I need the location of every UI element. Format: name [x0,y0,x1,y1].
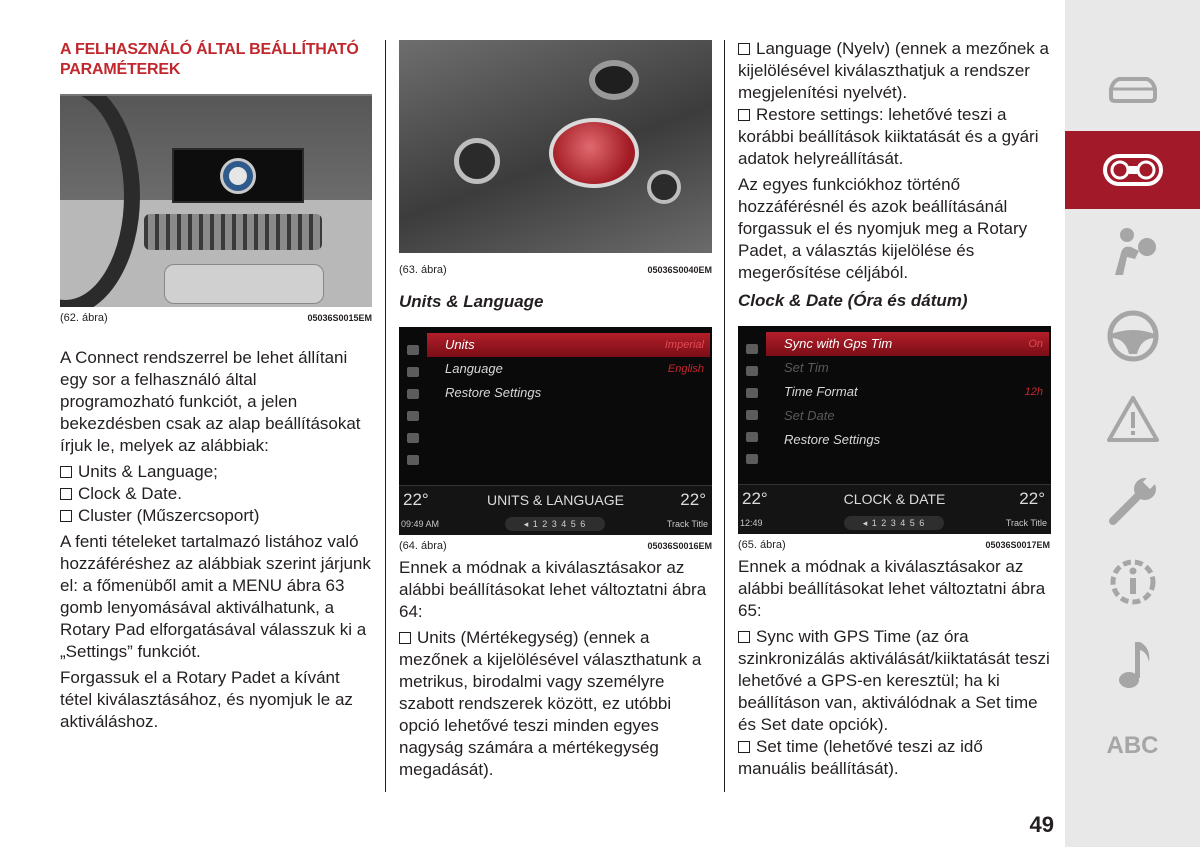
list-item: Units (Mértékegység) (ennek a mezőnek a kijelölésével választhatunk a metrikus, birodalmi vagy személyre szabott rendszerek között, ez utóbbi opció lehetővé teszi minden egyes nagyság számára a mértékegység megadását). [399,628,702,779]
warning-triangle-icon[interactable] [1065,380,1200,458]
dashboard-photo [60,94,372,307]
screen-status-bar [738,484,1051,534]
wrench-icon[interactable] [1065,462,1200,540]
abc-label: ABC [1106,732,1159,759]
figure-code: 05036S0017EM [985,540,1050,550]
screen-side-icons [399,333,425,483]
access-note: Az egyes funkciókhoz történő hozzáférésnél és azok beállításánál forgassuk el és nyomjuk meg a Rotary Padet, a választás kijelölése és megerősítése céljából. [738,175,1028,282]
list-item: Cluster (Műszercsoport) [60,505,372,527]
abc-icon[interactable] [1065,707,1200,785]
temp-left: 22° [742,489,768,508]
column-3-bottom-text [738,556,1050,780]
figure-64-caption [399,539,712,553]
track-title: Track Title [666,519,708,529]
column-3 [738,38,1050,780]
menu-row-units: Units Imperial [427,333,710,357]
screen-status-bar [399,485,712,535]
list-item: Set time (lehetővé teszi az idő manuális beállítását). [738,737,983,778]
section-title: A FELHASZNÁLÓ ÁLTAL BEÁLLÍTHATÓ PARAMÉTEREK [60,41,359,78]
console-photo [399,40,712,253]
info-gear-icon[interactable] [1065,543,1200,621]
gear-shifter [589,60,639,100]
screen-title: CLOCK & DATE [843,491,946,507]
page-number: 49 [1029,812,1054,837]
clock-readout: 12:49 [740,518,763,528]
checkbox-bullet-icon [738,741,750,753]
figure-label: (65. ábra) [738,539,786,551]
steering-wheel-icon[interactable] [1065,297,1200,375]
list-item: Clock & Date. [60,483,372,505]
music-note-icon[interactable] [1065,625,1200,703]
clock-date-heading: Clock & Date (Óra és dátum) [738,291,968,310]
rotary-pad [549,118,639,188]
units-language-heading: Units & Language [399,292,544,311]
column-3-top-text [738,38,1050,284]
list-item: Restore settings: lehetővé teszi a korábbi beállítások kiiktatását és a gyári adatok helyreállítását. [738,105,1039,168]
menu-row-restore: Restore Settings [445,385,542,400]
screen-side-icons [738,332,764,482]
menu-row-set-date: Set Date [784,408,835,423]
figure-label: (64. ábra) [399,540,447,552]
column-1 [60,40,372,737]
column-divider-2 [724,40,725,792]
brand-logo [220,158,256,194]
preset-bar: ◂ 1 2 3 4 5 6 [844,516,944,530]
figure-62-caption [60,311,372,325]
figure-code: 05036S0040EM [647,265,712,275]
column-1-text [60,347,372,733]
menu-row-language: Language English [445,361,704,376]
list-item: Language (Nyelv) (ennek a mezőnek a kijelölésével kiválaszthatjuk a rendszer megjelenítési nyelvét). [738,39,1049,102]
intro-paragraph: A Connect rendszerrel be lehet állítani egy sor a felhasználó által programozható funkciót, a jelen bekezdésben csak az alap beállításokat írjuk le, melyek az alábbiak: [60,348,361,455]
figure-label: (62. ábra) [60,312,108,324]
dashboard-icon[interactable] [1065,131,1200,209]
menu-row-sync-gps: Sync with Gps Tim On [766,332,1049,356]
units-intro: Ennek a módnak a kiválasztásakor az alábbi beállításokat lehet változtatni ábra 64: [399,558,707,621]
figure-63-caption [399,263,712,277]
checkbox-bullet-icon [399,632,411,644]
screen-title: UNITS & LANGUAGE [487,492,624,508]
figure-code: 05036S0015EM [307,313,372,323]
airbag-icon[interactable] [1065,212,1200,290]
rotary-paragraph: Forgassuk el a Rotary Padet a kívánt tétel kiválasztásához, és nyomjuk le az aktiváláshoz. [60,668,353,731]
column-2-text [399,557,712,781]
checkbox-bullet-icon [60,466,72,478]
column-divider-1 [385,40,386,792]
clock-intro: Ennek a módnak a kiválasztásakor az alábbi beállításokat lehet változtatni ábra 65: [738,557,1046,620]
checkbox-bullet-icon [738,631,750,643]
menu-row-time-format: Time Format 12h [784,384,1043,399]
clock-readout: 09:49 AM [401,519,440,529]
checkbox-bullet-icon [60,510,72,522]
checkbox-bullet-icon [738,43,750,55]
figure-label: (63. ábra) [399,264,447,276]
temp-right: 22° [680,490,706,509]
temp-right: 22° [1019,489,1045,508]
checkbox-bullet-icon [738,109,750,121]
access-paragraph: A fenti tételeket tartalmazó listához való hozzáféréshez az alábbiak szerint járjunk el: a főmenüből amit a MENU ábra 63 gomb lenyomásával aktiválhatunk, a Rotary Pad elforgatásával válasszuk ki a „Settings” funkciót. [60,532,371,661]
clock-date-screen [738,326,1051,534]
car-icon[interactable] [1065,50,1200,128]
preset-bar: ◂ 1 2 3 4 5 6 [505,517,605,531]
climate-panel [164,264,324,304]
track-title: Track Title [1005,518,1047,528]
display-screen [172,148,304,203]
checkbox-bullet-icon [60,488,72,500]
figure-code: 05036S0016EM [647,541,712,551]
temp-left: 22° [403,490,429,509]
menu-row-restore: Restore Settings [784,432,881,447]
air-vents [144,214,322,250]
list-item: Sync with GPS Time (az óra szinkronizálás aktiválását/kiiktatását teszi lehetővé a GPS-en keresztül; ha ki beállításon van, aktiválódnak a Set time és Set date opciók). [738,627,1050,734]
drive-mode-selector [454,138,500,184]
volume-knob [647,170,681,204]
menu-row-set-time: Set Tim [784,360,829,375]
chapter-sidebar [1065,0,1200,847]
figure-65-caption [738,538,1050,552]
column-2 [399,40,712,781]
list-item: Units & Language; [60,461,372,483]
units-language-screen [399,327,712,535]
